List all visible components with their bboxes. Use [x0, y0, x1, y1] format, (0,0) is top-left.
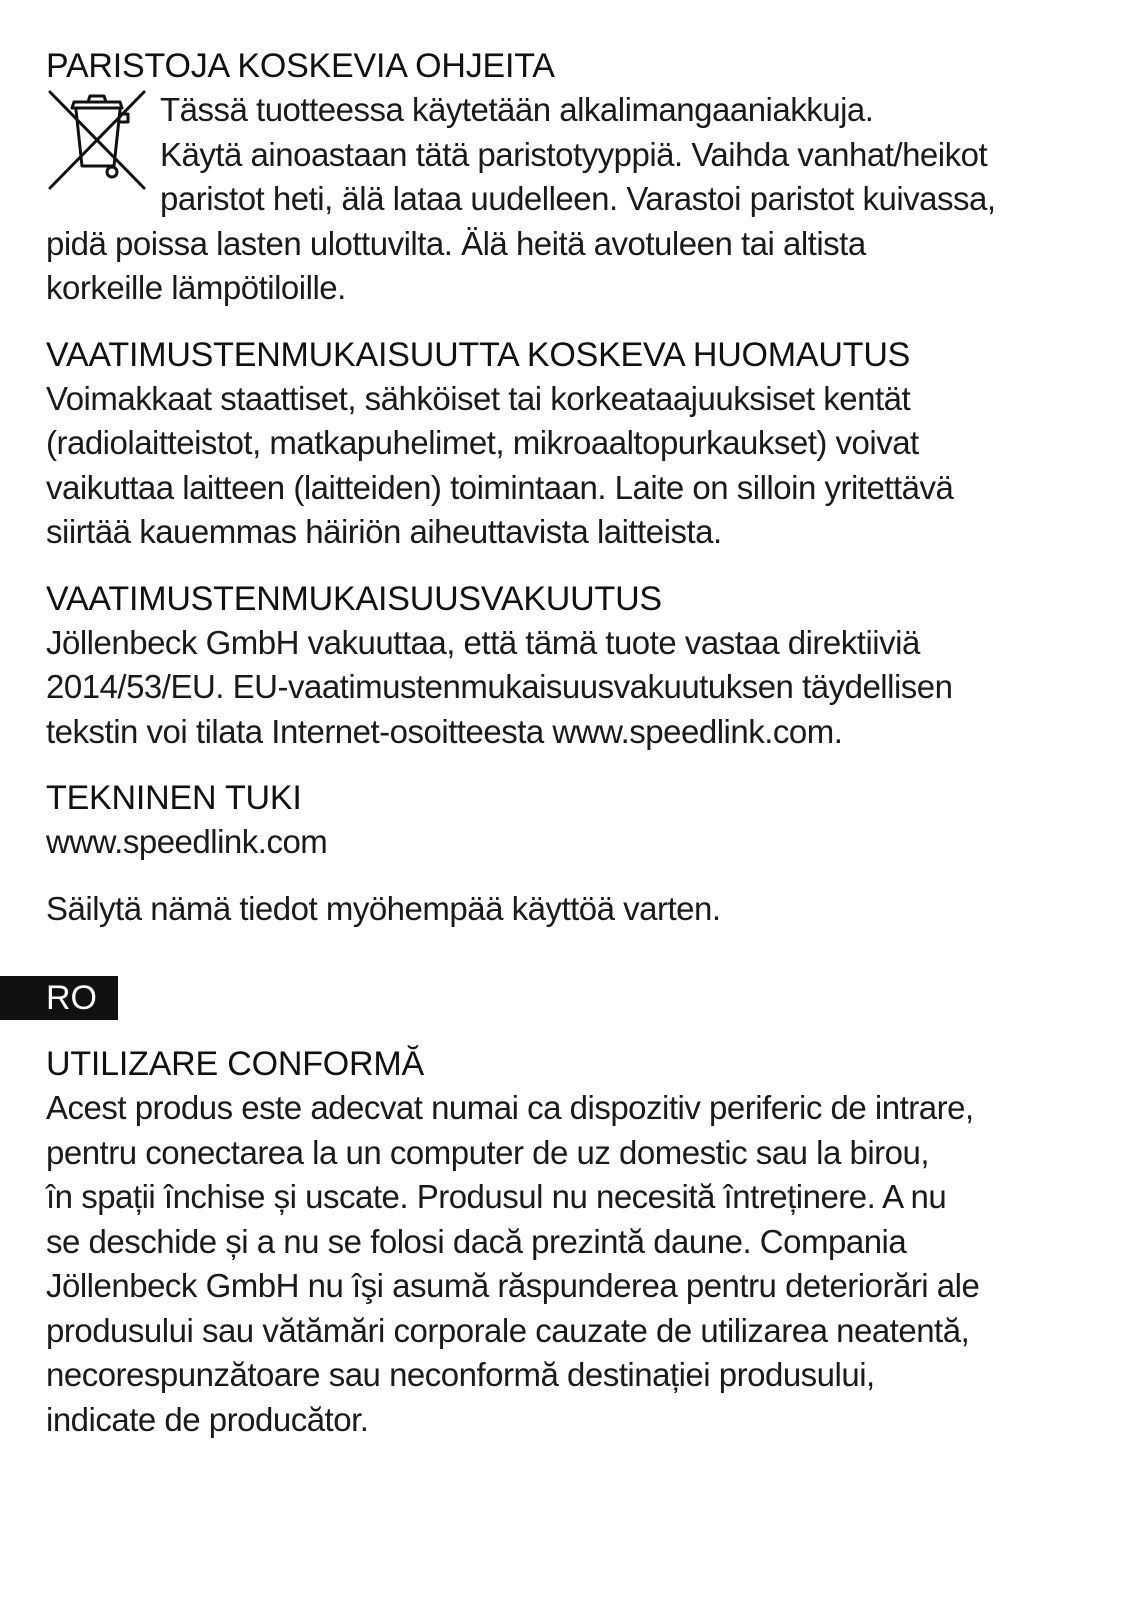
ro-intended-use-text [46, 1086, 1086, 1442]
battery-line: paristot heti, älä lataa uudelleen. Varastoi paristot kuivassa, [160, 180, 996, 217]
compliance-notice-text [46, 377, 1086, 555]
battery-text [46, 88, 1086, 311]
compliance-line: Voimakkaat staattiset, sähköiset tai korkeataajuuksiset kentät [46, 379, 911, 417]
declaration-line: 2014/53/EU. EU-vaatimustenmukaisuusvakuutuksen täydellisen [46, 668, 953, 705]
ro-line: necorespunzătoare sau neconformă destinației produsului, [46, 1356, 875, 1393]
support-heading: TEKNINEN TUKI [46, 779, 302, 817]
ro-line: pentru conectarea la un computer de uz domestic sau la birou, [46, 1133, 930, 1171]
declaration-line: Jöllenbeck GmbH vakuuttaa, että tämä tuote vastaa direktiiviä [46, 623, 920, 661]
language-tag: RO [0, 976, 118, 1020]
battery-line: Käytä ainoastaan tätä paristotyyppiä. Vaihda vanhat/heikot [160, 135, 988, 173]
battery-text-block [46, 88, 1086, 311]
ro-intended-use-heading: UTILIZARE CONFORMĂ [46, 1045, 424, 1083]
compliance-notice-heading: VAATIMUSTENMUKAISUUTTA KOSKEVA HUOMAUTUS [46, 335, 911, 374]
declaration-text [46, 621, 1086, 755]
battery-line: pidä poissa lasten ulottuvilta. Älä heitä avotuleen tai altista [46, 224, 866, 262]
finnish-section [46, 44, 1086, 973]
battery-heading: PARISTOJA KOSKEVIA OHJEITA [46, 47, 555, 85]
battery-section [46, 44, 1086, 311]
ro-line: în spații închise și uscate. Produsul nu necesită întreținere. A nu [46, 1178, 947, 1215]
support-url[interactable]: www.speedlink.com [46, 823, 328, 860]
compliance-line: siirtää kauemmas häiriön aiheuttavista laitteista. [46, 513, 722, 550]
declaration-section [46, 577, 1086, 755]
support-section [46, 776, 1086, 865]
romanian-section [46, 1042, 1086, 1442]
crossed-out-wheelie-bin-icon [46, 88, 150, 196]
battery-line: Tässä tuotteessa käytetään alkalimangaaniakkuja. [160, 91, 874, 128]
compliance-line: (radiolaitteistot, matkapuhelimet, mikroaaltopurkaukset) voivat [46, 424, 919, 461]
ro-line: indicate de producător. [46, 1400, 369, 1438]
ro-line: Jöllenbeck GmbH nu îşi asumă răspunderea pentru deteriorări ale [46, 1267, 980, 1304]
declaration-line: tekstin voi tilata Internet-osoitteesta www.speedlink.com. [46, 712, 843, 750]
battery-line: korkeille lämpötiloille. [46, 269, 346, 306]
ro-line: produsului sau vătămări corporale cauzate de utilizarea neatentă, [46, 1311, 970, 1349]
compliance-line: vaikuttaa laitteen (laitteiden) toimintaan. Laite on silloin yritettävä [46, 468, 954, 506]
declaration-heading: VAATIMUSTENMUKAISUUSVAKUUTUS [46, 579, 662, 618]
keep-note: Säilytä nämä tiedot myöhempää käyttöä varten. [46, 889, 721, 927]
ro-line: Acest produs este adecvat numai ca dispozitiv periferic de intrare, [46, 1089, 974, 1126]
compliance-notice-section [46, 333, 1086, 555]
ro-line: se deschide și a nu se folosi dacă prezintă daune. Compania [46, 1222, 907, 1260]
